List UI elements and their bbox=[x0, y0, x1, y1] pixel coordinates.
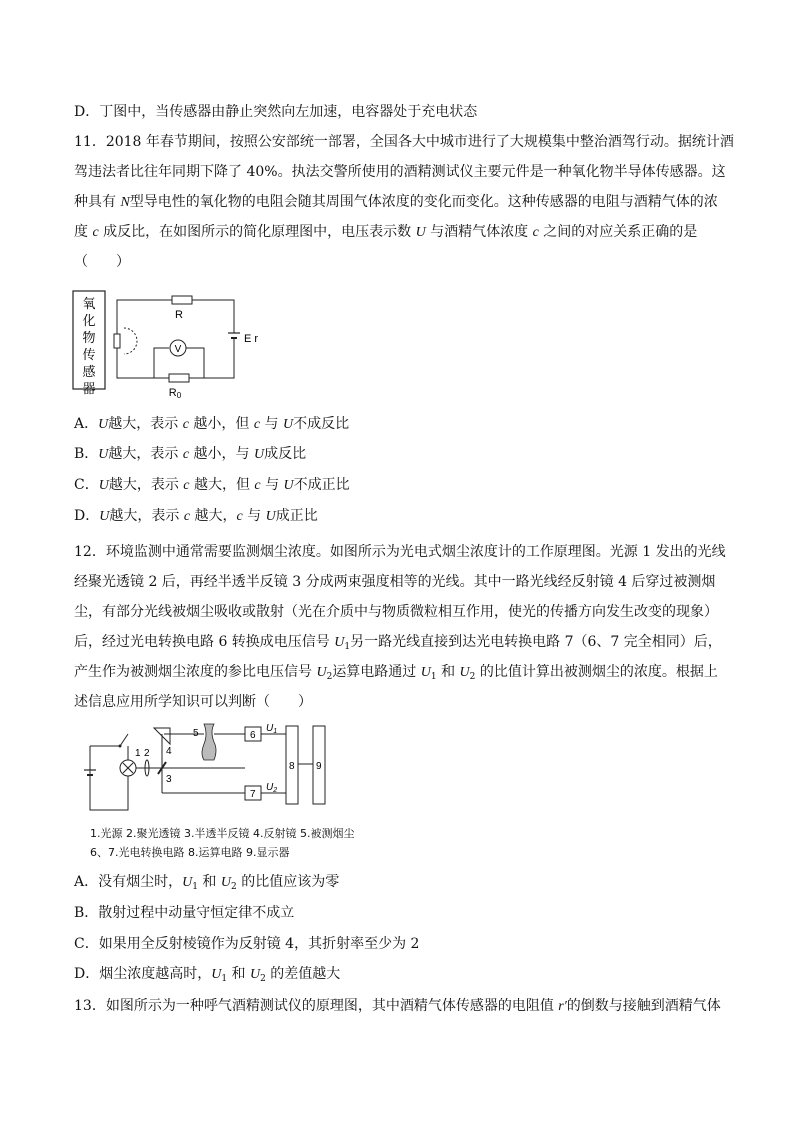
sensor-char-3: 物 bbox=[82, 330, 96, 345]
svg-text:R0: R0 bbox=[168, 387, 182, 400]
svg-text:9: 9 bbox=[316, 761, 322, 772]
q11-option-d: D．U越大，表示 c 越大，c 与 U成正比 bbox=[74, 508, 318, 524]
smoke-sample bbox=[202, 724, 216, 760]
q11-text-4: 度 c 成反比，在如图所示的简化原理图中，电压表示数 U 与酒精气体浓度 c 之间的对应关系正确的是 bbox=[74, 224, 698, 240]
q11-text-1: 11．2018 年春节期间，按照公安部统一部署，全国各大中城市进行了大规模集中整治酒驾行动。据统计酒 bbox=[74, 134, 734, 150]
svg-text:R: R bbox=[175, 309, 183, 321]
q12-option-d: D．烟尘浓度越高时，$U_1$ 和 $U_2$ 的差值越大 bbox=[74, 966, 341, 984]
sensor-char-6: 器 bbox=[82, 381, 96, 396]
q13-text-1: 13．如图所示为一种呼气酒精测试仪的原理图，其中酒精气体传感器的电阻值 r′的倒数与接触到酒精气体 bbox=[74, 998, 721, 1014]
q11-option-a: A．U越大，表示 c 越小，但 c 与 U不成反比 bbox=[74, 416, 350, 432]
svg-text:6: 6 bbox=[250, 730, 256, 741]
q12-text-6: 述信息应用所学知识可以判断（ ） bbox=[74, 694, 312, 710]
q12-text-1: 12．环境监测中通常需要监测烟尘浓度。如图所示为光电式烟尘浓度计的工作原理图。光源 1 发出的光线 bbox=[74, 544, 726, 560]
q12-text-2: 经聚光透镜 2 后，再经半透半反镜 3 分成两束强度相等的光线。其中一路光线经反射镜 4 后穿过被测烟 bbox=[74, 574, 716, 590]
figure-caption-2: 6、7.光电转换电路 8.运算电路 9.显示器 bbox=[90, 846, 290, 859]
q12-option-b: B．散射过程中动量守恒定律不成立 bbox=[74, 905, 295, 921]
switch bbox=[120, 734, 128, 746]
q11-text-3: 种具有 N型导电性的氧化物的电阻会随其周围气体浓度的变化而变化。这种传感器的电阻与酒精气体的浓 bbox=[74, 194, 718, 210]
option-d-prev: D．丁图中，当传感器由静止突然向左加速，电容器处于充电状态 bbox=[74, 104, 478, 120]
sensor-char-4: 传 bbox=[82, 347, 96, 362]
svg-text:1: 1 bbox=[135, 748, 141, 759]
figure-caption-1: 1.光源 2.聚光透镜 3.半透半反镜 4.反射镜 5.被测烟尘 bbox=[90, 827, 355, 840]
q11-answer-paren: （ ） bbox=[74, 254, 130, 270]
resistor-r0 bbox=[169, 374, 189, 382]
svg-text:E r: E r bbox=[244, 333, 259, 345]
svg-text:U1: $U_1$ bbox=[266, 723, 278, 735]
sensor-char-2: 化 bbox=[82, 313, 96, 328]
q11-option-b: B．U越大，表示 c 越小，与 U成反比 bbox=[74, 446, 307, 462]
svg-text:7: 7 bbox=[250, 789, 256, 800]
q12-option-c: C．如果用全反射棱镜作为反射镜 4，其折射率至少为 2 bbox=[74, 936, 420, 952]
sensor-char-1: 氧 bbox=[82, 296, 96, 311]
q12-text-4: 后，经过光电转换电路 6 转换成电压信号 $U_1$另一路光线直接到达光电转换电路 7（6、7 完全相同）后， bbox=[74, 634, 722, 652]
svg-text:U2: $U_2$ bbox=[266, 782, 278, 794]
smoke-meter-diagram bbox=[80, 724, 340, 820]
q11-text-2: 驾违法者比往年同期下降了 40%。执法交警所使用的酒精测试仪主要元件是一种氧化物半导体传感器。这 bbox=[74, 164, 726, 180]
svg-text:5: 5 bbox=[193, 728, 199, 739]
svg-text:2: 2 bbox=[144, 748, 150, 759]
q12-text-5: 产生作为被测烟尘浓度的参比电压信号 $U_2$运算电路通过 $U_1$ 和 $U_2$ 的比值计算出被测烟尘的浓度。根据上 bbox=[74, 664, 718, 682]
resistor-r bbox=[172, 296, 192, 304]
q12-option-a: A．没有烟尘时，$U_1$ 和 $U_2$ 的比值应该为零 bbox=[74, 874, 340, 892]
sensor-circuit-diagram bbox=[72, 290, 259, 400]
svg-text:V: V bbox=[174, 344, 182, 355]
svg-text:3: 3 bbox=[166, 774, 172, 785]
q11-option-c: C．U越大，表示 c 越大，但 c 与 U不成正比 bbox=[74, 477, 350, 493]
svg-text:8: 8 bbox=[289, 761, 295, 772]
svg-text:4: 4 bbox=[166, 746, 172, 757]
q12-text-3: 尘，有部分光线被烟尘吸收或散射（光在介质中与物质微粒相互作用，使光的传播方向发生改变的现象） bbox=[74, 604, 718, 620]
sensor-char-5: 感 bbox=[82, 364, 96, 379]
